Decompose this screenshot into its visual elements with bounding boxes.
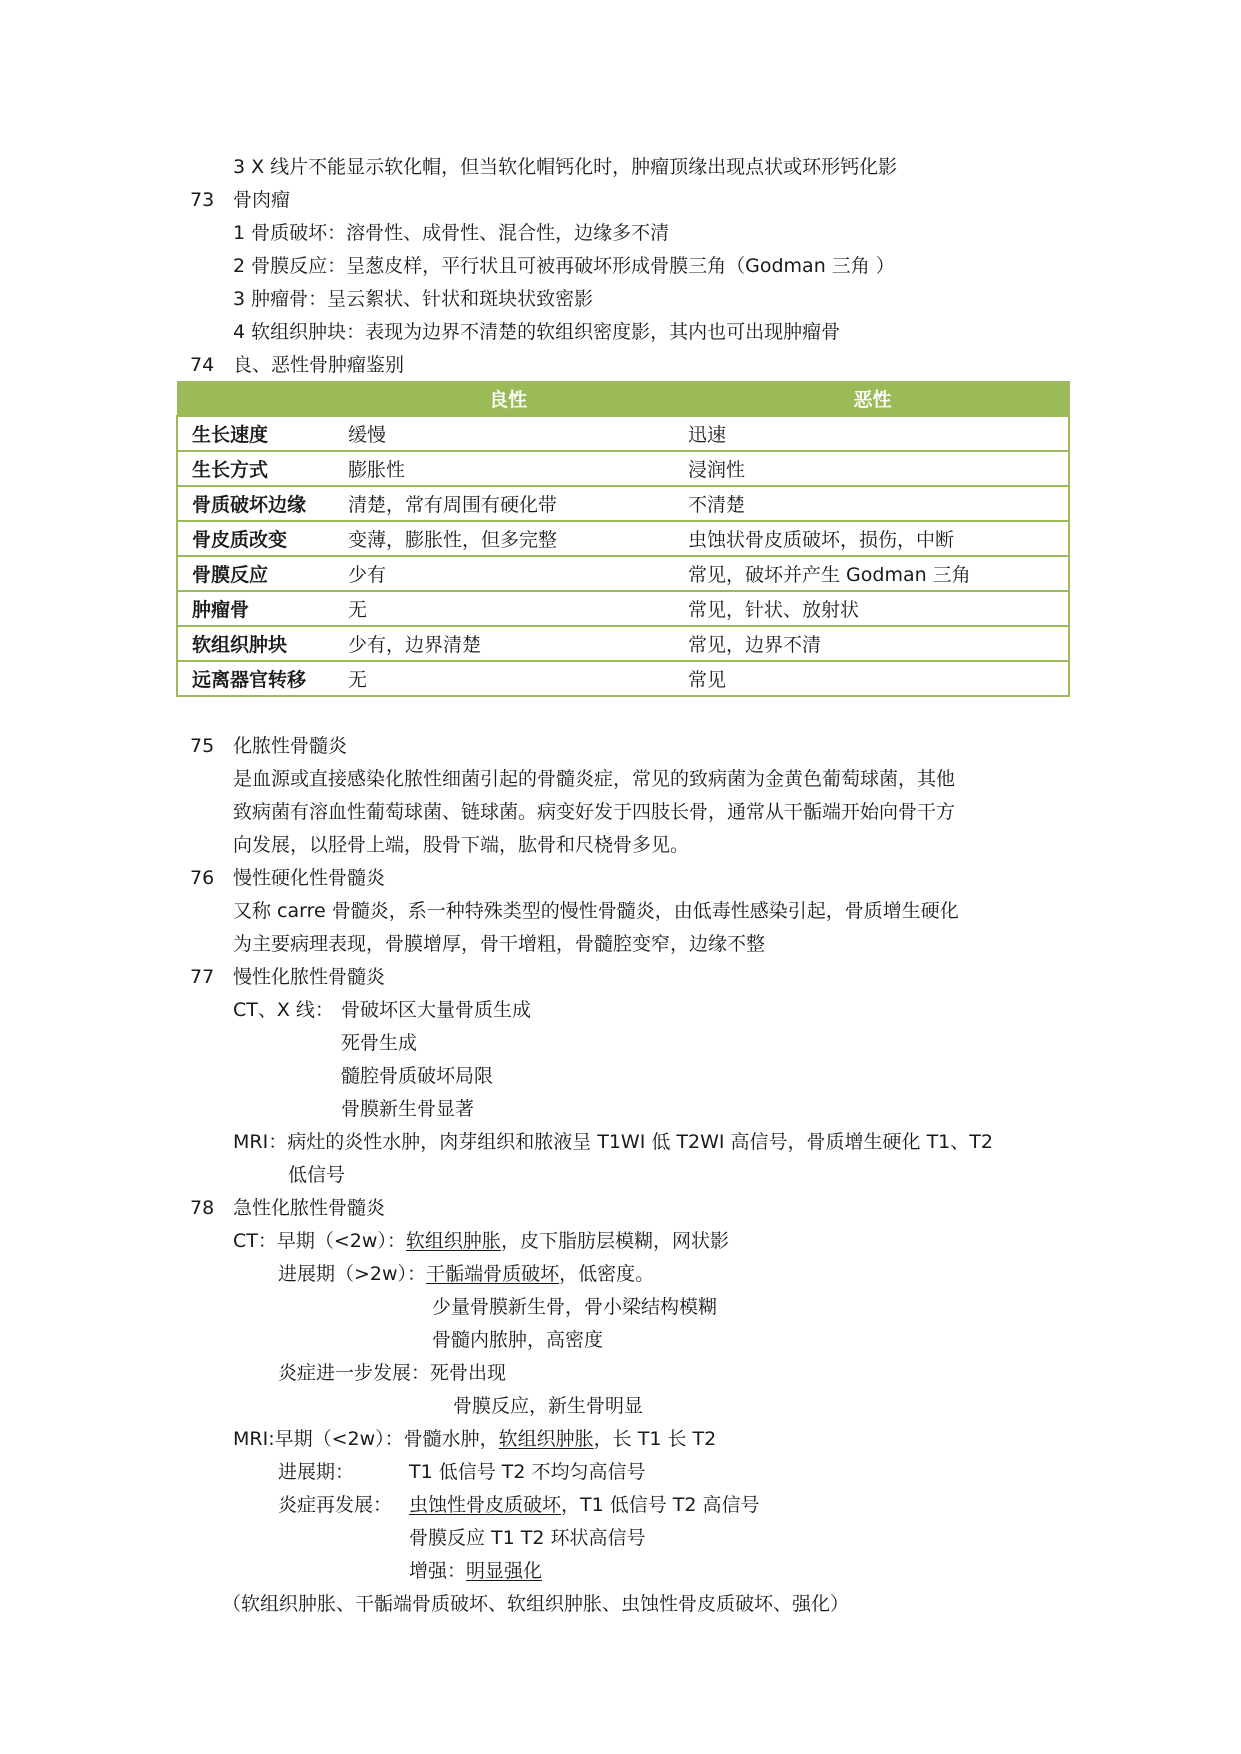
- ct-item: 骨膜新生骨显著: [341, 1098, 475, 1120]
- section-title: 良、恶性骨肿瘤鉴别: [233, 354, 405, 376]
- section-number: 78: [190, 1197, 215, 1219]
- header-malignant: 恶性: [676, 382, 1069, 417]
- mri-advanced-label: 炎症再发展：: [278, 1494, 393, 1516]
- row-header: 肿瘤骨: [177, 591, 340, 626]
- ct-label: CT、X 线：: [233, 999, 334, 1021]
- ct-prog-rest: ，低密度。: [559, 1263, 655, 1285]
- cell-benign: 膨胀性: [340, 451, 676, 486]
- section-title: 慢性硬化性骨髓炎: [233, 867, 386, 889]
- table-row: [177, 556, 1069, 591]
- row-header: 生长速度: [177, 416, 340, 451]
- mri-advanced-line: [409, 1492, 760, 1518]
- cell-malignant: 虫蚀状骨皮质破坏，损伤，中断: [676, 521, 1069, 556]
- ct-item: 死骨生成: [341, 1032, 418, 1054]
- ct-prog-prefix: 进展期（>2w）：: [278, 1263, 427, 1285]
- mri-early-line: [233, 1426, 716, 1452]
- cell-benign: 缓慢: [340, 416, 676, 451]
- mri-advanced-item: 骨膜反应 T1 T2 环状高信号: [409, 1527, 646, 1549]
- section-title: 骨肉瘤: [233, 189, 291, 211]
- mri-line: MRI：病灶的炎性水肿，肉芽组织和脓液呈 T1WI 低 T2WI 高信号，骨质增生硬化 T1、T2: [233, 1131, 993, 1153]
- cell-malignant: 常见，边界不清: [676, 626, 1069, 661]
- table-row: [177, 486, 1069, 521]
- list-item: 2 骨膜反应：呈葱皮样，平行状且可被再破坏形成骨膜三角（Godman 三角 ）: [233, 255, 895, 277]
- ct-progress-line: [278, 1261, 654, 1287]
- paragraph-line: 是血源或直接感染化脓性细菌引起的骨髓炎症，常见的致病菌为金黄色葡萄球菌，其他: [233, 768, 956, 790]
- section-title: 急性化脓性骨髓炎: [233, 1197, 386, 1219]
- mri-progress-text: T1 低信号 T2 不均匀高信号: [409, 1461, 646, 1483]
- table-row: [177, 451, 1069, 486]
- table-row: [177, 626, 1069, 661]
- cell-benign: 清楚，常有周围有硬化带: [340, 486, 676, 521]
- section-number: 76: [190, 867, 215, 889]
- ct-prog-underlined: 干骺端骨质破坏: [426, 1263, 560, 1285]
- mri-early-prefix: MRI:早期（<2w）：骨髓水肿，: [233, 1428, 499, 1450]
- table-row: [177, 591, 1069, 626]
- cell-malignant: 常见，破坏并产生 Godman 三角: [676, 556, 1069, 591]
- ct-adv-item: 死骨出现: [430, 1362, 507, 1384]
- section-number: 74: [190, 354, 215, 376]
- header-empty: [177, 382, 340, 417]
- row-header: 骨膜反应: [177, 556, 340, 591]
- paragraph-line: 致病菌有溶血性葡萄球菌、链球菌。病变好发于四肢长骨，通常从干骺端开始向骨干方: [233, 801, 956, 823]
- summary-line: （软组织肿胀、干骺端骨质破坏、软组织肿胀、虫蚀性骨皮质破坏、强化）: [222, 1593, 850, 1615]
- cell-malignant: 常见，针状、放射状: [676, 591, 1069, 626]
- ct-adv-prefix: 炎症进一步发展：: [278, 1362, 431, 1384]
- mri-early-underlined: 软组织肿胀: [498, 1428, 594, 1450]
- list-item: 4 软组织肿块：表现为边界不清楚的软组织密度影，其内也可出现肿瘤骨: [233, 321, 841, 343]
- ct-advanced-item: 骨膜反应，新生骨明显: [453, 1395, 644, 1417]
- text-line: 3 X 线片不能显示软化帽，但当软化帽钙化时，肿瘤顶缘出现点状或环形钙化影: [233, 156, 898, 178]
- table-row: [177, 661, 1069, 696]
- row-header: 软组织肿块: [177, 626, 340, 661]
- mri-progress-label: 进展期：: [278, 1461, 355, 1483]
- cell-malignant: 常见: [676, 661, 1069, 696]
- list-item: 3 肿瘤骨：呈云絮状、针状和斑块状致密影: [233, 288, 594, 310]
- mri-adv-rest: ，T1 低信号 T2 高信号: [561, 1494, 760, 1516]
- section-number: 75: [190, 735, 215, 757]
- mri-early-rest: ，长 T1 长 T2: [593, 1428, 717, 1450]
- ct-early-line: [233, 1228, 729, 1254]
- ct-early-underlined: 软组织肿胀: [405, 1230, 501, 1252]
- mri-adv-underlined: 虫蚀性骨皮质破坏: [409, 1494, 562, 1516]
- table-row: [177, 521, 1069, 556]
- mri-enh-prefix: 增强：: [409, 1560, 467, 1582]
- mri-enhance-line: [409, 1558, 542, 1584]
- section-number: 73: [190, 189, 215, 211]
- mri-line: 低信号: [288, 1164, 346, 1186]
- comparison-table: [176, 381, 1070, 697]
- section-title: 化脓性骨髓炎: [233, 735, 348, 757]
- cell-malignant: 迅速: [676, 416, 1069, 451]
- ct-progress-item: 骨髓内脓肿，高密度: [432, 1329, 604, 1351]
- section-number: 77: [190, 966, 215, 988]
- row-header: 骨质破坏边缘: [177, 486, 340, 521]
- row-header: 骨皮质改变: [177, 521, 340, 556]
- row-header: 生长方式: [177, 451, 340, 486]
- cell-benign: 无: [340, 661, 676, 696]
- ct-item: 髓腔骨质破坏局限: [341, 1065, 494, 1087]
- cell-malignant: 不清楚: [676, 486, 1069, 521]
- paragraph-line: 又称 carre 骨髓炎，系一种特殊类型的慢性骨髓炎，由低毒性感染引起，骨质增生硬化: [233, 900, 959, 922]
- ct-early-prefix: CT：早期（<2w）：: [233, 1230, 406, 1252]
- table-row: [177, 416, 1069, 451]
- section-title: 慢性化脓性骨髓炎: [233, 966, 386, 988]
- cell-benign: 变薄，膨胀性，但多完整: [340, 521, 676, 556]
- mri-enh-underlined: 明显强化: [466, 1560, 543, 1582]
- paragraph-line: 向发展，以胫骨上端，股骨下端，肱骨和尺桡骨多见。: [233, 834, 690, 856]
- header-benign: 良性: [340, 382, 676, 417]
- ct-item: 骨破坏区大量骨质生成: [341, 999, 532, 1021]
- table-header-row: [177, 382, 1069, 417]
- ct-advanced-label: [278, 1360, 506, 1386]
- cell-benign: 少有，边界清楚: [340, 626, 676, 661]
- cell-malignant: 浸润性: [676, 451, 1069, 486]
- ct-early-rest: ，皮下脂肪层模糊，网状影: [500, 1230, 729, 1252]
- list-item: 1 骨质破坏：溶骨性、成骨性、混合性，边缘多不清: [233, 222, 670, 244]
- cell-benign: 少有: [340, 556, 676, 591]
- paragraph-line: 为主要病理表现，骨膜增厚，骨干增粗，骨髓腔变窄，边缘不整: [233, 933, 766, 955]
- cell-benign: 无: [340, 591, 676, 626]
- ct-progress-item: 少量骨膜新生骨，骨小梁结构模糊: [432, 1296, 718, 1318]
- row-header: 远离器官转移: [177, 661, 340, 696]
